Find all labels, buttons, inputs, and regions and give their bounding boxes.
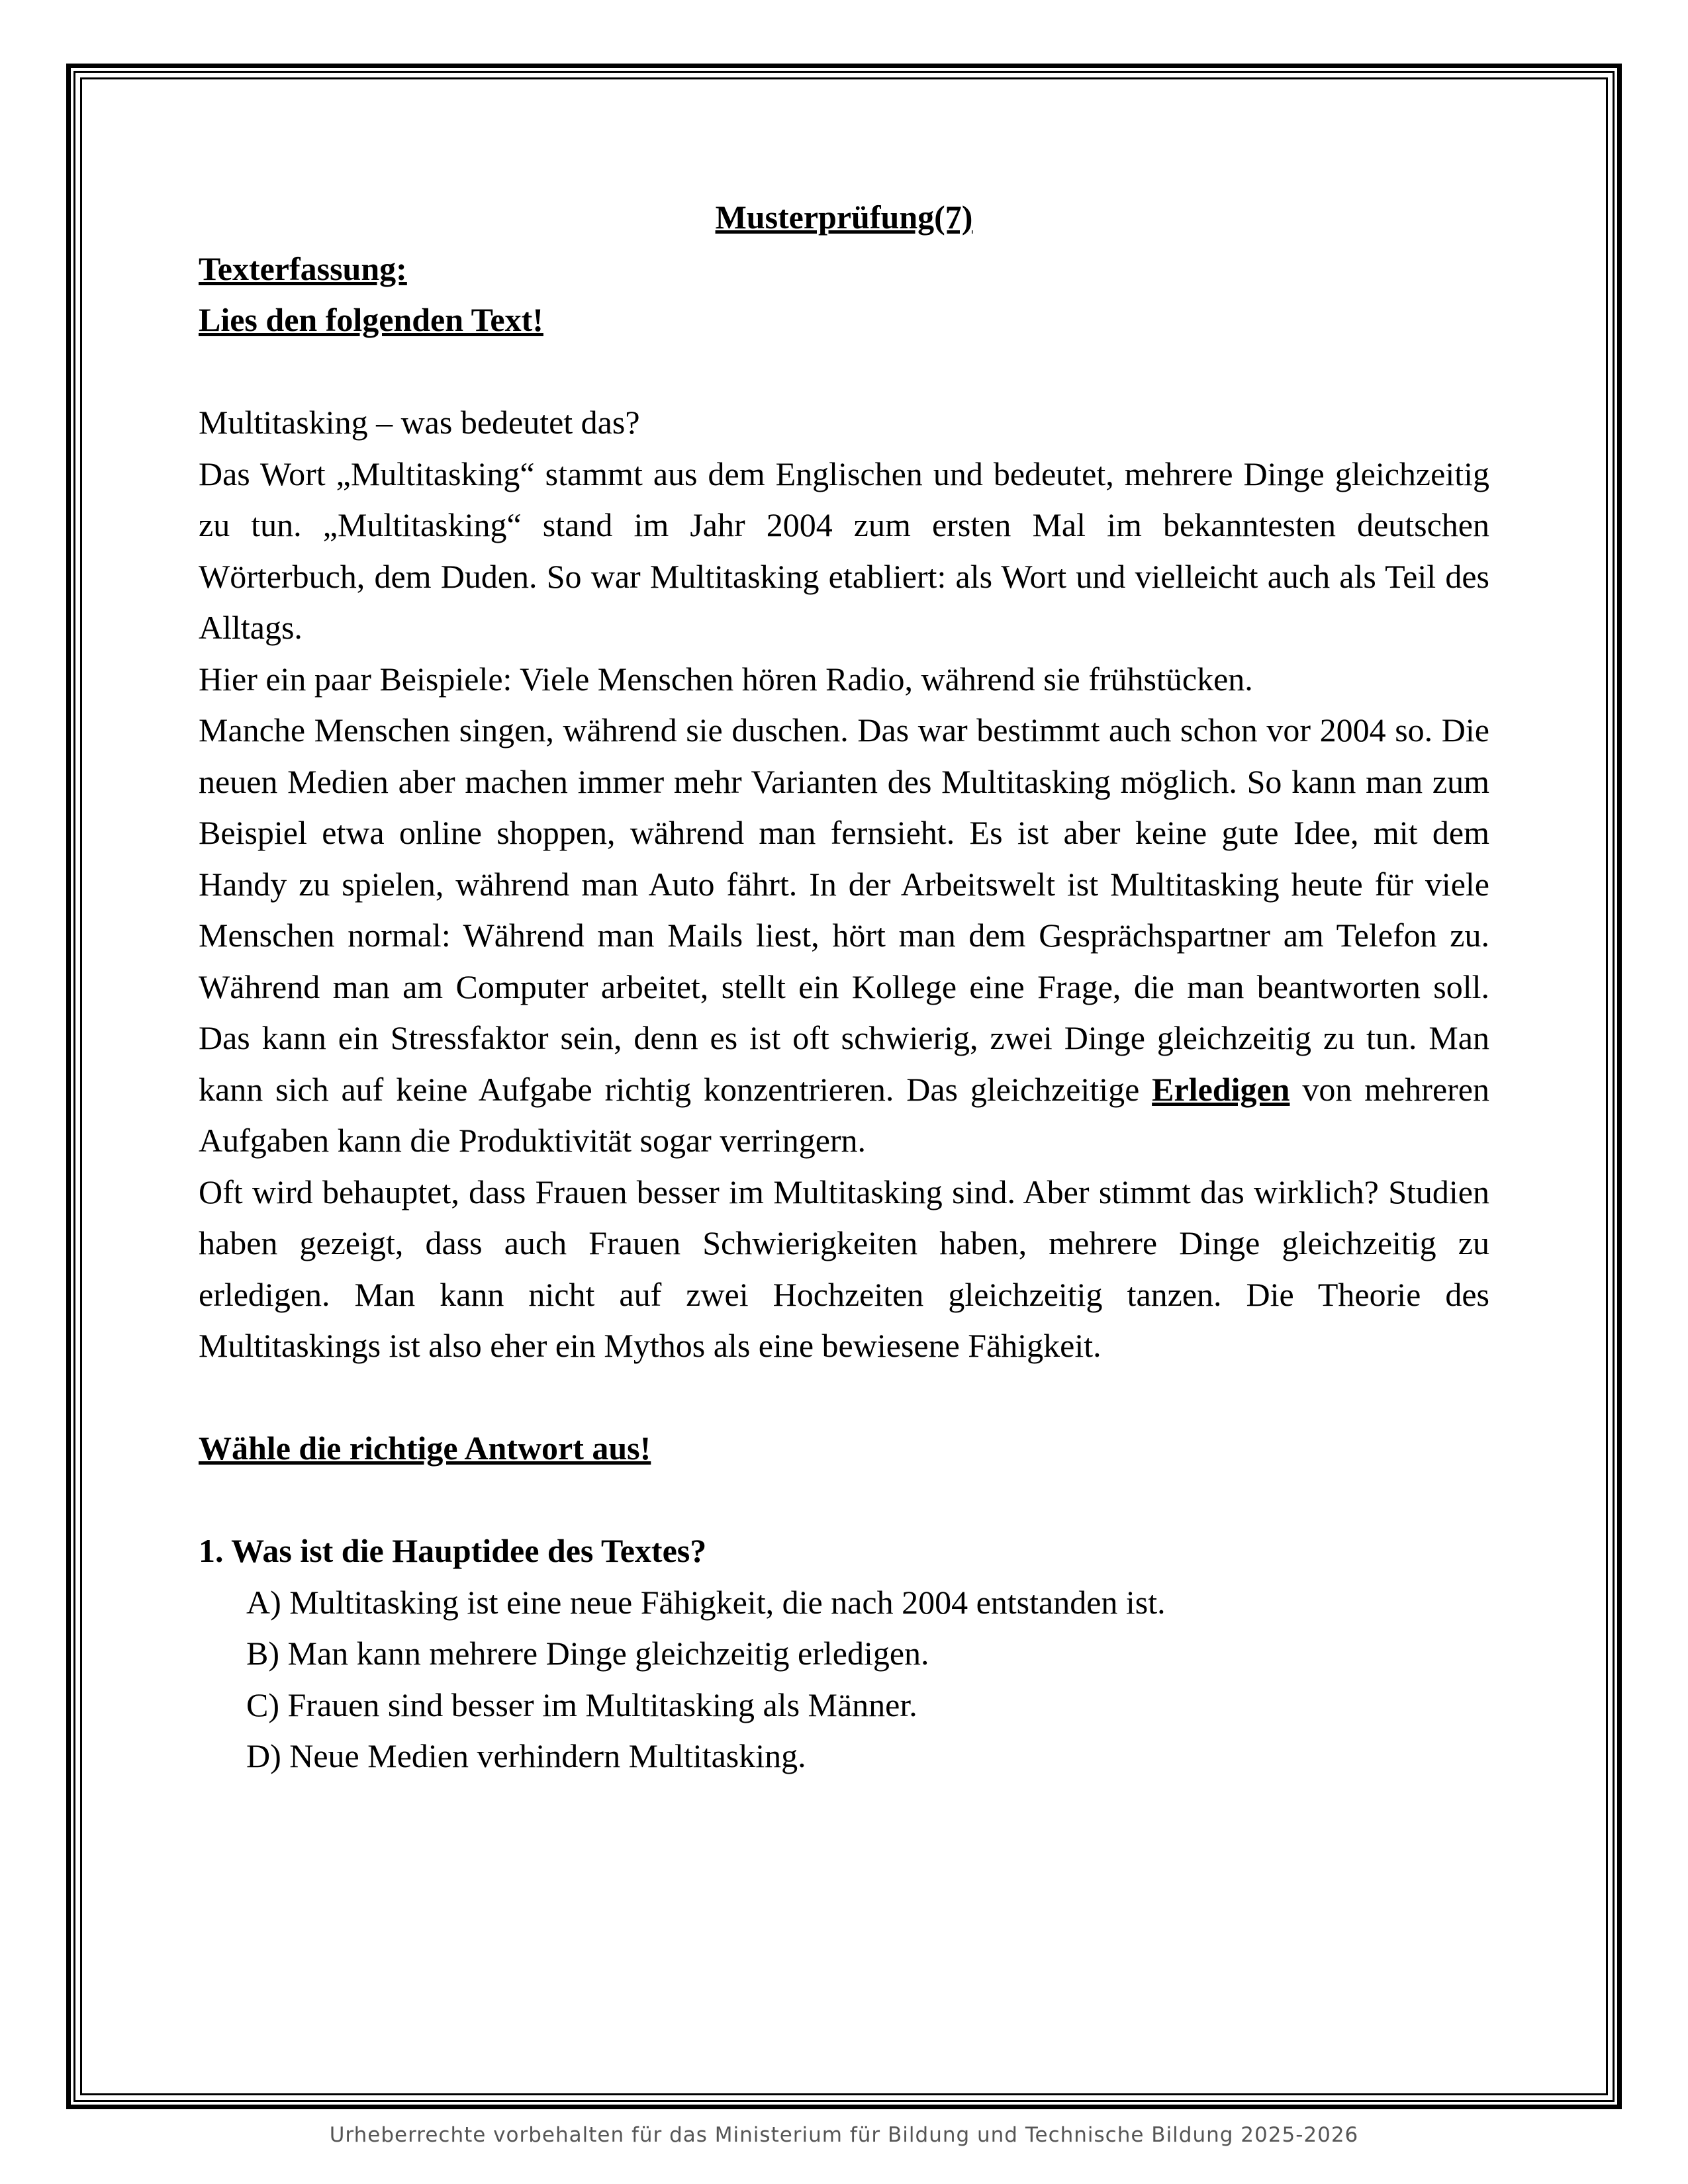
reading-instruction: Lies den folgenden Text! bbox=[199, 301, 543, 338]
question-1-options bbox=[199, 1577, 1489, 1782]
spacer bbox=[199, 346, 1489, 398]
spacer bbox=[199, 1372, 1489, 1424]
paragraph-2-tail: von mehreren Aufgaben kann die Produktivität sogar verringern. bbox=[199, 1070, 1489, 1159]
document-content bbox=[199, 192, 1489, 1782]
paragraph-2-body: Manche Menschen singen, während sie duschen. Das war bestimmt auch schon vor 2004 so. Die neuen Medien aber machen immer mehr Varianten des Multitasking möglich. So kann man zum Beispiel etwa online shoppen, während man fernsieht. Es ist aber keine gute Idee, mit dem Handy zu spielen, während man Auto fährt. In der Arbeitswelt ist Multitasking heute für viele Menschen normal: Während man Mails liest, hört man dem Gesprächspartner am Telefon zu. Während man am Computer arbeitet, stellt ein Kollege eine Frage, die man beantworten soll. Das kann ein Stressfaktor sein, denn es ist oft schwierig, zwei Dinge gleichzeitig zu tun. Man kann sich auf keine Aufgabe richtig konzentrieren. Das gleichzeitige bbox=[199, 711, 1489, 1108]
section-label: Texterfassung: bbox=[199, 250, 407, 287]
highlighted-word: Erledigen bbox=[1152, 1070, 1290, 1108]
text-title: Multitasking – was bedeutet das? bbox=[199, 404, 640, 441]
option-b: B) Man kann mehrere Dinge gleichzeitig erledigen. bbox=[246, 1635, 929, 1672]
option-c: C) Frauen sind besser im Multitasking als Männer. bbox=[246, 1686, 917, 1723]
task-heading: Wähle die richtige Antwort aus! bbox=[199, 1430, 651, 1467]
question-1: 1. Was ist die Hauptidee des Textes? bbox=[199, 1532, 707, 1569]
paragraph-2 bbox=[199, 705, 1489, 1167]
page-title: Musterprüfung(7) bbox=[715, 199, 973, 236]
option-a: A) Multitasking ist eine neue Fähigkeit, die nach 2004 entstanden ist. bbox=[246, 1583, 1166, 1621]
paragraph-3: Oft wird behauptet, dass Frauen besser im Multitasking sind. Aber stimmt das wirklich? Studien haben gezeigt, dass auch Frauen Schwierigkeiten haben, mehrere Dinge gleichzeitig zu erledigen. Man kann nicht auf zwei Hochzeiten gleichzeitig tanzen. Die Theorie des Multitaskings ist also eher ein Mythos als eine bewiesene Fähigkeit. bbox=[199, 1173, 1489, 1364]
spacer bbox=[199, 1475, 1489, 1526]
paragraph-2-intro: Hier ein paar Beispiele: Viele Menschen hören Radio, während sie frühstücken. bbox=[199, 660, 1253, 698]
paragraph-1: Das Wort „Multitasking“ stammt aus dem Englischen und bedeutet, mehrere Dinge gleichzeitig zu tun. „Multitasking“ stand im Jahr 2004 zum ersten Mal im bekanntesten deutschen Wörterbuch, dem Duden. So war Multitasking etabliert: als Wort und vielleicht auch als Teil des Alltags. bbox=[199, 455, 1489, 646]
option-d: D) Neue Medien verhindern Multitasking. bbox=[246, 1737, 806, 1774]
copyright-footer: Urheberrechte vorbehalten für das Ministerium für Bildung und Technische Bildung 2025-2026 bbox=[329, 2123, 1359, 2147]
